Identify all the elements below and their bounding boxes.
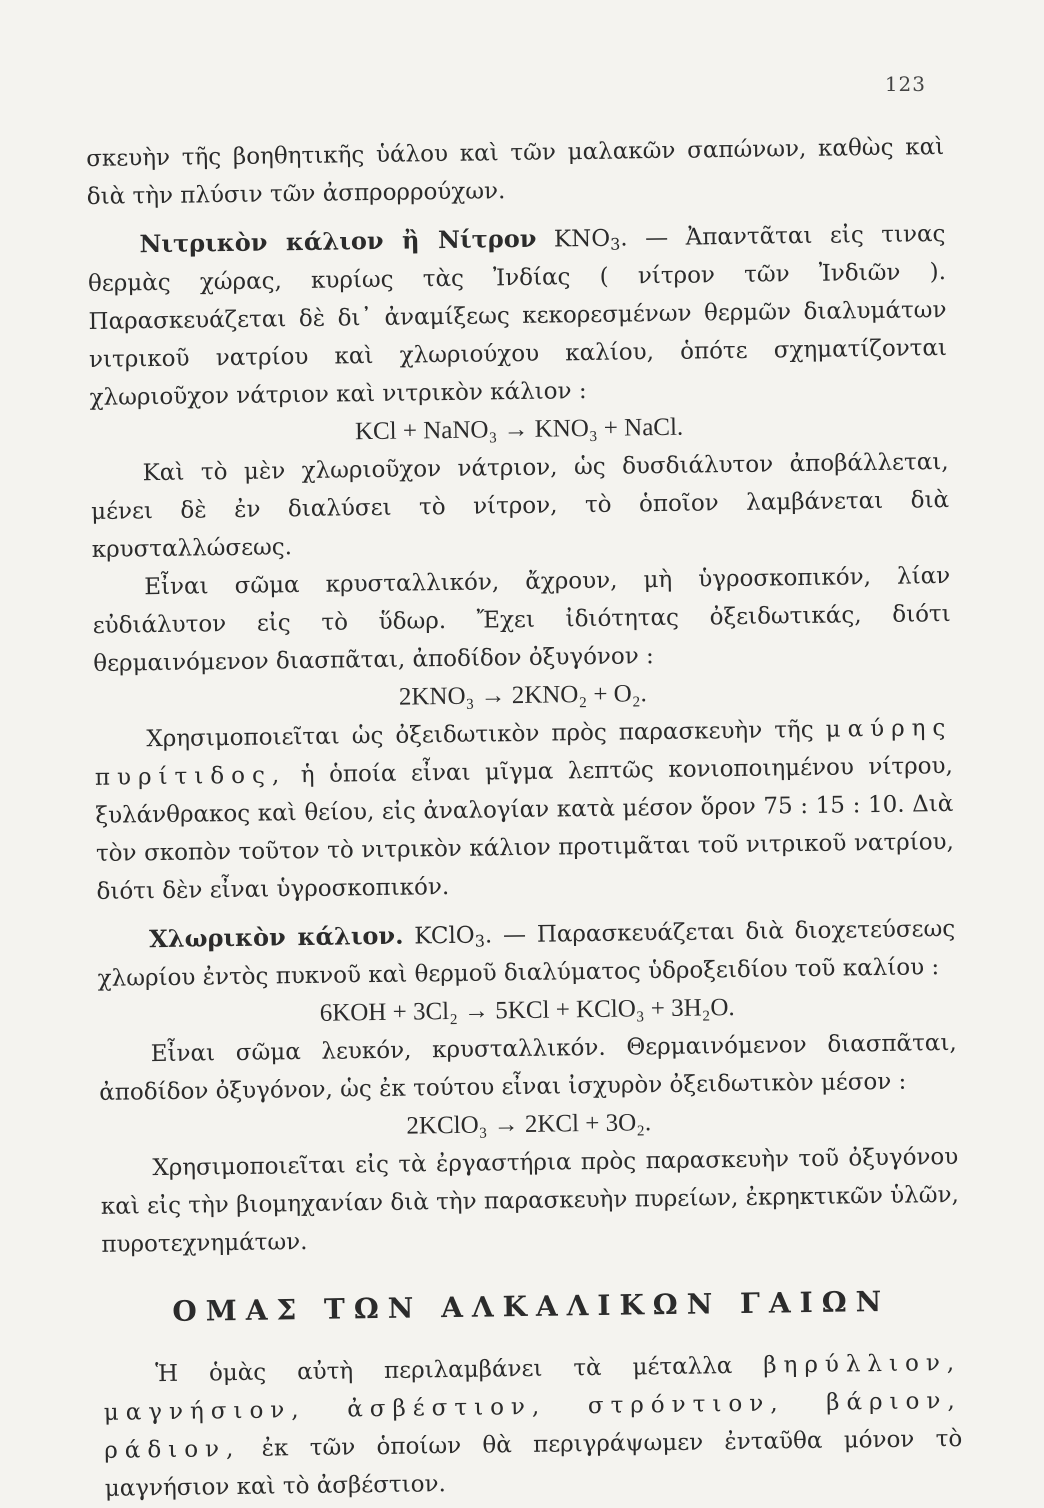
spaced-term-metals: βηρύλλιον, μαγνήσιον, ἀσβέστιον, στρόντιον, βάριον, ράδιον,: [103, 1349, 962, 1464]
paragraph-alkaline-earths: Ἡ ὁμὰς αὐτὴ περιλαμβάνει τὰ μέταλλα βηρύλλιον, μαγνήσιον, ἀσβέστιον, στρόντιον, βάριον, ράδιον, ἐκ τῶν ὁποίων θὰ περιγράψωμεν ἐνταῦθα μόνον τὸ μαγνήσιον καὶ τὸ ἀσβέστιον.: [103, 1349, 963, 1502]
formula-kno3: $KNO_3$: [553, 225, 621, 254]
paragraph-kclo3-properties: Εἶναι σῶμα λευκόν, κρυσταλλικόν. Θερμαινόμενον διασπᾶται, ἀποδίδον ὀξυγόνον, ὡς ἐκ τούτου εἶναι ἰσχυρὸν ὀξειδωτικὸν μέσον :: [99, 1029, 957, 1106]
equation-kclo3-decomposition: 2KClO₃ → 2KCl + 3O₂.: [406, 1109, 652, 1140]
page-number: 123: [884, 72, 926, 96]
paragraph-kno3-properties: Εἶναι σῶμα κρυσταλλικόν, ἄχρουν, μὴ ὑγροσκοπικόν, λίαν εὐδιάλυτον εἰς τὸ ὕδωρ. Ἔχει ἰδιότητας ὀξειδωτικάς, διότι θερμαινόμενον διασπᾶται, ἀποδίδον ὀξυγόνον :: [92, 562, 951, 677]
paragraph-kno3-separation: Καὶ τὸ μὲν χλωριοῦχον νάτριον, ὡς δυσδιάλυτον ἀποβάλλεται, μένει δὲ ἐν διαλύσει τὸ νίτρον, τὸ ὁποῖον λαμβάνεται διὰ κρυσταλλώσεως.: [91, 448, 950, 563]
equation-kno3-decomposition: 2KNO₃ → 2KNO₂ + O₂.: [398, 680, 647, 711]
paragraph-kno3-intro: Νιτρικὸν κάλιον ἢ Νίτρον $KNO_3$. — Ἀπαντᾶται εἰς τινας θερμὰς χώρας, κυρίως τὰς Ἰνδίας ( νίτρον τῶν Ἰνδιῶν ). Παρασκευάζεται δὲ δι᾽ ἀναμίξεως κεκορεσμένων θερμῶν διαλυμάτων νιτρικοῦ νατρίου καὶ χλωριούχου καλίου, ὁπότε σχηματίζονται χλωριοῦχον νάτριον καὶ νιτρικὸν κάλιον :: [87, 221, 948, 411]
spaced-term-gunpowder: μαύρης πυρίτιδος,: [94, 714, 953, 791]
heading-kno3: Νιτρικὸν κάλιον ἢ Νίτρον: [139, 223, 537, 259]
equation-kclo3-formation: 6KOH + 3Cl₂ → 5KCl + KClO₃ + 3H₂O.: [319, 994, 735, 1027]
paragraph-kclo3-uses: Χρησιμοποιεῖται εἰς τὰ ἐργαστήρια πρὸς παρασκευὴν τοῦ ὀξυγόνου καὶ εἰς τὴν βιομηχανίαν διὰ τὴν παρασκευὴν πυρείων, ἐκρηκτικῶν ὑλῶν, πυροτεχνημάτων.: [100, 1143, 959, 1258]
paragraph-continuation: σκευὴν τῆς βοηθητικῆς ὑάλου καὶ τῶν μαλακῶν σαπώνων, καθὼς καὶ διὰ τὴν πλύσιν τῶν ἀσπρορρούχων.: [86, 134, 945, 210]
formula-kclo3: KClO$_3$: [414, 922, 486, 951]
equation-kno3-formation: KCl + NaNO₃ → KNO₃ + NaCl.: [354, 413, 684, 446]
page-body: [86, 128, 963, 1508]
section-title: ΟΜΑΣ ΤΩΝ ΑΛΚΑΛΙΚΩΝ ΓΑΙΩΝ: [172, 1284, 891, 1328]
paragraph-kno3-uses: Χρησιμοποιεῖται ὡς ὀξειδωτικὸν πρὸς παρασκευὴν τῆς μαύρης πυρίτιδος, ἡ ὁποία εἶναι μῖγμα λεπτῶς κονιοποιημένου νίτρου, ξυλάνθρακος καὶ θείου, εἰς ἀναλογίαν κατὰ μέσον ὅρον 75 : 15 : 10. Διὰ τὸν σκοπὸν τοῦτον τὸ νιτρικὸν κάλιον προτιμᾶται τοῦ νιτρικοῦ νατρίου, διότι δὲν εἶναι ὑγροσκοπικόν.: [94, 714, 955, 905]
paragraph-kclo3-intro: Χλωρικὸν κάλιον. KClO$_3$. — Παρασκευάζεται διὰ διοχετεύσεως χλωρίου ἐντὸς πυκνοῦ καὶ θερμοῦ διαλύματος ὑδροξειδίου τοῦ καλίου :: [97, 915, 956, 992]
heading-kclo3: Χλωρικὸν κάλιον.: [148, 920, 404, 954]
